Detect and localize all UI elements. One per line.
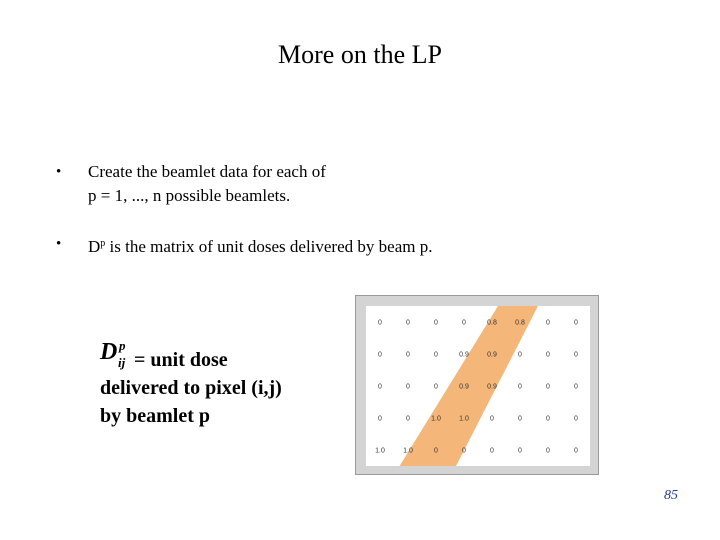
matrix-cell-value: 1.0 (375, 447, 385, 455)
matrix-cell-value: 0 (574, 351, 578, 359)
matrix-cell-value: 0 (462, 319, 466, 327)
matrix-cell-value: 0.9 (459, 383, 469, 391)
matrix-cell-value: 0.9 (459, 351, 469, 359)
dose-symbol (100, 338, 134, 370)
bullet-text (88, 160, 326, 208)
definition-line-2: delivered to pixel (i,j) (100, 377, 282, 399)
matrix-cell-value: 0 (546, 383, 550, 391)
matrix-cell-value: 0 (406, 415, 410, 423)
matrix-cell-value: 0 (546, 319, 550, 327)
bullet-line-2: p = 1, ..., n possible beamlets. (88, 186, 291, 205)
matrix-cell-value: 0 (518, 351, 522, 359)
dose-matrix-svg (356, 296, 600, 476)
matrix-cell-value: 0 (378, 351, 382, 359)
dose-symbol-subscript: ij (118, 355, 126, 370)
matrix-cell-value: 1.0 (431, 415, 441, 423)
matrix-cell-value: 0 (546, 447, 550, 455)
matrix-cell-value: 0 (546, 415, 550, 423)
matrix-cell-value: 0 (574, 319, 578, 327)
matrix-cell-value: 0 (406, 351, 410, 359)
dose-definition (100, 340, 350, 430)
matrix-cell-value: 0 (574, 415, 578, 423)
dose-matrix-figure (355, 295, 599, 475)
matrix-cell-value: 0 (378, 383, 382, 391)
definition-line-1: = unit dose (134, 349, 228, 371)
matrix-cell-value: 0.8 (515, 319, 525, 327)
matrix-cell-value: 0 (518, 383, 522, 391)
bullet-text (88, 232, 432, 259)
matrix-cell-value: 0 (490, 447, 494, 455)
dose-symbol-superscript: p (119, 338, 126, 353)
matrix-cell-value: 0 (574, 447, 578, 455)
matrix-cell-value: 0 (434, 383, 438, 391)
matrix-cell-value: 0 (434, 447, 438, 455)
matrix-cell-value: 1.0 (459, 415, 469, 423)
matrix-cell-value: 0 (546, 351, 550, 359)
page-number: 85 (664, 488, 678, 503)
matrix-symbol: D (88, 237, 101, 256)
matrix-cell-value: 0 (434, 319, 438, 327)
matrix-cell-value: 0 (378, 415, 382, 423)
matrix-cell-value: 0 (406, 319, 410, 327)
bullet-marker: • (56, 164, 62, 180)
bullet-marker: • (56, 236, 62, 252)
dose-symbol-letter: D (100, 339, 118, 365)
matrix-cell-value: 0 (518, 415, 522, 423)
definition-line-3: by beamlet p (100, 405, 210, 427)
matrix-cell-value: 0 (490, 415, 494, 423)
matrix-cell-value: 0 (462, 447, 466, 455)
matrix-cell-value: 0 (574, 383, 578, 391)
matrix-cell-value: 0.9 (487, 351, 497, 359)
matrix-cell-value: 0 (518, 447, 522, 455)
matrix-cell-value: 1.0 (403, 447, 413, 455)
matrix-cell-value: 0 (406, 383, 410, 391)
matrix-cell-value: 0.9 (487, 383, 497, 391)
matrix-cell-value: 0 (434, 351, 438, 359)
bullet-rest: is the matrix of unit doses delivered by beam p. (105, 237, 433, 256)
matrix-cell-value: 0.8 (487, 319, 497, 327)
matrix-cell-value: 0 (378, 319, 382, 327)
matrix-superscript: p (100, 238, 106, 249)
bullet-line-1: Create the beamlet data for each of (88, 162, 326, 181)
slide-title: More on the LP (278, 40, 442, 69)
